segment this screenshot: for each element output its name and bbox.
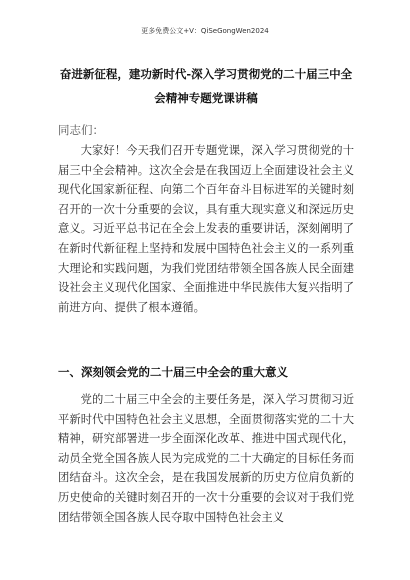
page-header-note: 更多免费公文+V：QiSeGongWen2024 [141,27,269,35]
section-heading-1: 一、深刻领会党的二十届三中全会的重大意义 [58,365,288,379]
body-paragraph-1: 大家好！今天我们召开专题党课，深入学习贯彻党的十届三中全会精神。这次全会是在我国迈上全面建设社会主义现代化国家新征程、向第二个百年奋斗目标进军的关键时刻召开的一次十分重要的会议，具有重大现实意义和深远历史意义。习近平总书记在全会上发表的重要讲话，深刻阐明了在新时代新征程上坚持和发展中国特色社会主义的一系列重大理论和实践问题，为我们党团结带领全国各族人民全面建设社会主义现代化国家、全面推进中华民族伟大复兴指明了前进方向、提供了根本遵循。 [58,144,354,314]
salutation: 同志们： [58,123,104,137]
document-title: 奋进新征程，建功新时代-深入学习贯彻党的二十届三中全会精神专题党课讲稿 [59,67,353,105]
body-paragraph-2: 党的二十届三中全会的主要任务是，深入学习贯彻习近平新时代中国特色社会主义思想，全面贯彻落实党的二十大精神，研究部署进一步全面深化改革、推进中国式现代化，动员全党全国各族人民为完成党的二十大确定的目标任务而团结奋斗。这次全会，是在我国发展新的历史方位肩负新的历史使命的关键时刻召开的一次十分重要的会议对于我们党团结带领全国各族人民夺取中国特色社会主义 [58,393,354,524]
